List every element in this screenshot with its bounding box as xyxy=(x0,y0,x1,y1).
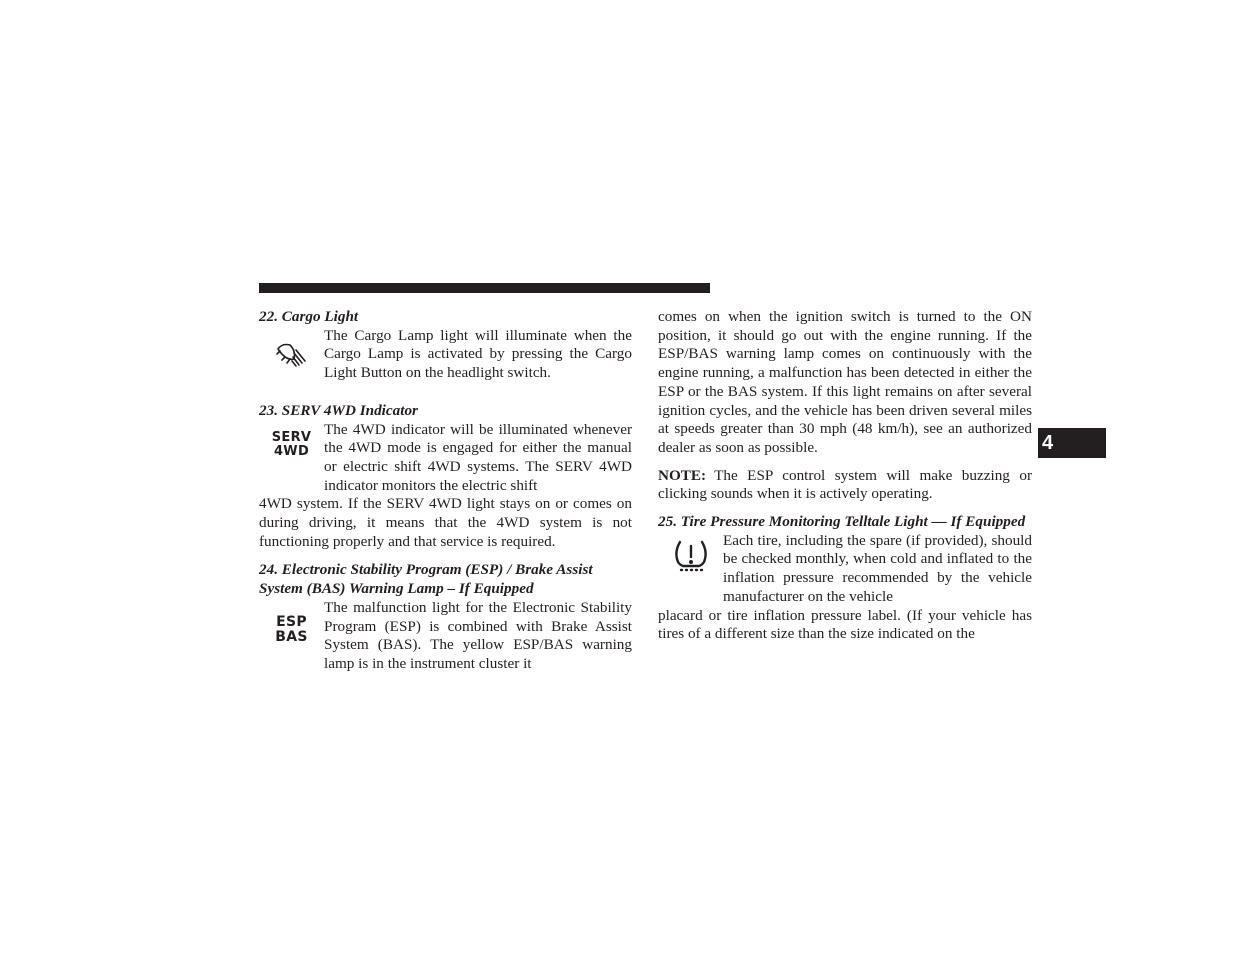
serv-4wd-icon xyxy=(259,421,324,496)
tpms-text-continued: placard or tire inflation pressure label. (If your vehicle has tires of a different size than the size indicated on the xyxy=(658,606,1032,643)
esp-text: The malfunction light for the Electronic Stability Program (ESP) is combined with Brake Assist System (BAS). The yellow ESP/BAS warning lamp is in the instrument cluster it xyxy=(324,598,632,672)
esp-bas-icon xyxy=(259,599,324,674)
cargo-light-block xyxy=(259,327,632,383)
tpms-block xyxy=(658,532,1032,607)
cargo-light-text: The Cargo Lamp light will illuminate when the Cargo Lamp is activated by pressing the Cargo Light Button on the headlight switch. xyxy=(324,326,632,382)
tpms-heading: 25. Tire Pressure Monitoring Telltale Light — If Equipped xyxy=(658,513,1026,531)
esp-heading: 24. Electronic Stability Program (ESP) / Brake Assist System (BAS) Warning Lamp – If Equipped xyxy=(259,561,593,598)
chapter-tab: 4 xyxy=(1038,428,1106,458)
note-paragraph xyxy=(658,467,1032,504)
esp-bas-icon-line1: ESP xyxy=(276,613,307,630)
esp-block xyxy=(259,599,632,674)
section-rule xyxy=(259,283,710,293)
esp-text-continued: comes on when the ignition switch is turned to the ON position, it should go out with the engine running. If the ESP/BAS warning lamp comes on continuously with the engine running, a malfunction has been detected in either the ESP or the BAS system. If this light remains on after several ignition cycles, and the vehicle has been driven several miles at speeds greater than 30 mph (48 km/h), see an authorized dealer as soon as possible. xyxy=(658,308,1032,456)
cargo-light-heading: 22. Cargo Light xyxy=(259,308,359,325)
serv-4wd-block xyxy=(259,421,632,496)
serv-4wd-heading: 23. SERV 4WD Indicator xyxy=(259,401,418,419)
serv-4wd-icon-line2: 4WD xyxy=(273,443,310,459)
cargo-light-icon xyxy=(259,327,324,383)
serv-4wd-text-continued: 4WD system. If the SERV 4WD light stays on or comes on during driving, it means that the 4WD system is not functioning properly and that service is required. xyxy=(259,495,632,550)
left-column xyxy=(259,308,632,674)
note-text: The ESP control system will make buzzing or clicking sounds when it is actively operating. xyxy=(658,466,1032,503)
right-column xyxy=(658,308,1032,644)
serv-4wd-text: The 4WD indicator will be illuminated whenever the 4WD mode is engaged for either the manual or electric shift 4WD systems. The SERV 4WD indicator monitors the electric shift xyxy=(324,420,632,494)
tire-pressure-warning-icon xyxy=(658,532,723,607)
tpms-text: Each tire, including the spare (if provided), should be checked monthly, when cold and inflated to the inflation pressure recommended by the vehicle manufacturer on the vehicle xyxy=(723,531,1032,605)
serv-4wd-icon-line1: SERV xyxy=(271,429,312,445)
note-label: NOTE: xyxy=(658,466,707,484)
esp-bas-icon-line2: BAS xyxy=(275,628,308,645)
